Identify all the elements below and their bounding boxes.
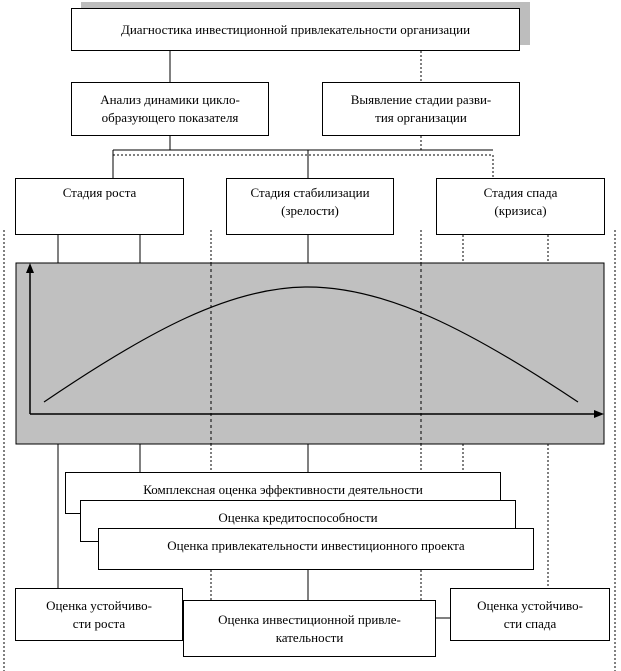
- result-investment-text: Оценка инвестиционной привле- кательности: [218, 611, 401, 645]
- stage-growth-box: [15, 178, 184, 235]
- title-box: [71, 8, 520, 51]
- result-investment-box: [183, 600, 436, 657]
- result-decline-box: [450, 588, 610, 641]
- stage-detection-text: Выявление стадии разви- тия организации: [350, 92, 492, 125]
- analysis-text: Анализ динамики цикло- образующего показателя: [100, 92, 240, 125]
- assessment-efficiency-text: Комплексная оценка эффективности деятельности: [143, 482, 423, 497]
- stage-growth-text: Стадия роста: [62, 185, 137, 200]
- result-growth-box: [15, 588, 183, 641]
- lifecycle-chart-panel: [16, 263, 604, 444]
- result-decline-text: Оценка устойчиво- сти спада: [477, 597, 583, 631]
- stage-stabilization-text: Стадия стабилизации (зрелости): [250, 185, 370, 218]
- assessment-project-text: Оценка привлекательности инвестиционного проекта: [167, 538, 465, 553]
- assessment-project-box: [98, 528, 534, 570]
- analysis-box: [71, 82, 269, 136]
- assessment-credit-text: Оценка кредитоспособности: [218, 510, 378, 525]
- stage-decline-box: [436, 178, 605, 235]
- title-text: Диагностика инвестиционной привлекательности организации: [120, 21, 471, 37]
- stage-detection-box: [322, 82, 520, 136]
- stage-decline-text: Стадия спада (кризиса): [483, 185, 558, 218]
- result-growth-text: Оценка устойчиво- сти роста: [46, 597, 152, 631]
- stage-stabilization-box: [226, 178, 394, 235]
